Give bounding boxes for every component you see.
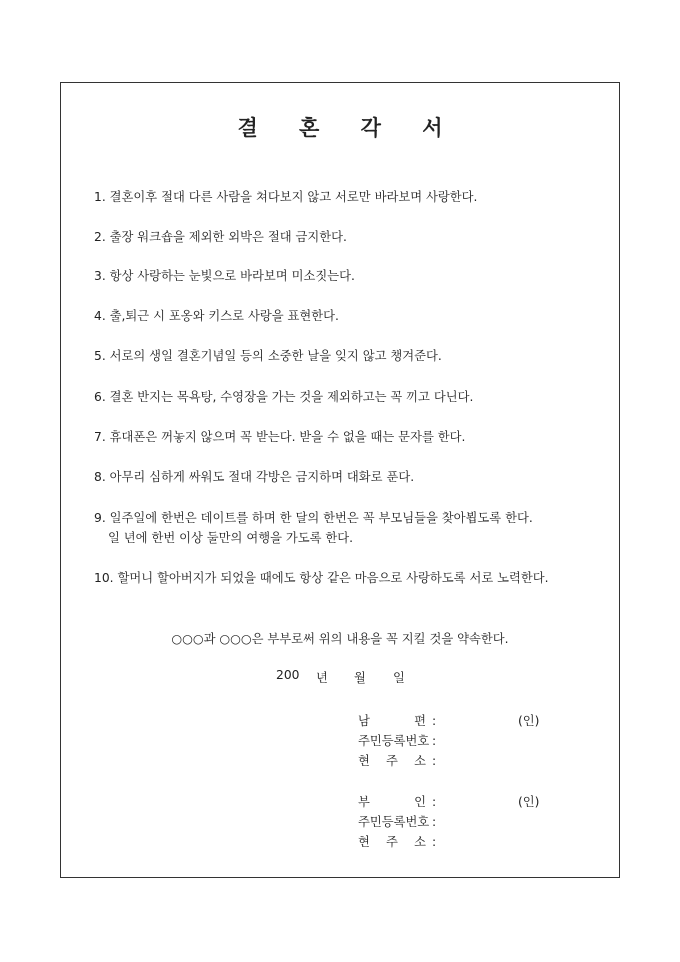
rule-4: 4. 출,퇴근 시 포옹와 키스로 사랑을 표현한다. <box>94 309 339 323</box>
groom-address-label: 현 주 소 <box>358 754 426 768</box>
groom-address-colon: : <box>432 754 437 768</box>
title-char: 결 <box>237 115 258 140</box>
rule-9: 9. 일주일에 한번은 데이트를 하며 한 달의 한번은 꼭 부모님들을 찾아뵙도록 한다. <box>94 511 533 525</box>
rule-6: 6. 결혼 반지는 목욕탕, 수영장을 가는 것을 제외하고는 꼭 끼고 다닌다. <box>94 390 474 404</box>
bride-title-colon: : <box>432 795 437 809</box>
groom-title-label: 남 편 <box>358 714 426 728</box>
document-title <box>0 112 680 142</box>
groom-id-row <box>358 731 436 749</box>
title-char: 서 <box>422 115 443 140</box>
bride-title-row <box>358 792 436 810</box>
title-char: 혼 <box>299 115 320 140</box>
rule-2: 2. 출장 워크숍을 제외한 외박은 절대 금지한다. <box>94 230 347 244</box>
bride-seal: (인) <box>518 795 540 809</box>
rule-9-continuation: 일 년에 한번 이상 둘만의 여행을 가도록 한다. <box>108 531 354 545</box>
groom-seal: (인) <box>518 714 540 728</box>
bride-title-label: 부 인 <box>358 795 426 809</box>
date-year: 200 <box>276 668 300 682</box>
date-day-unit: 일 <box>393 671 405 685</box>
groom-address-row <box>358 751 436 769</box>
pledge-statement: ○○○과 ○○○은 부부로써 위의 내용을 꼭 지킬 것을 약속한다. <box>171 632 509 646</box>
bride-address-label: 현 주 소 <box>358 835 426 849</box>
rule-1: 1. 결혼이후 절대 다른 사람을 쳐다보지 않고 서로만 바라보며 사랑한다. <box>94 190 478 204</box>
bride-address-row <box>358 832 436 850</box>
title-char: 각 <box>360 115 381 140</box>
rule-5: 5. 서로의 생일 결혼기념일 등의 소중한 날을 잊지 않고 챙겨준다. <box>94 349 442 363</box>
groom-title-colon: : <box>432 714 437 728</box>
date-month-unit: 월 <box>354 671 366 685</box>
bride-id-colon: : <box>432 815 437 829</box>
rule-8: 8. 아무리 심하게 싸워도 절대 각방은 금지하며 대화로 푼다. <box>94 470 415 484</box>
date-year-unit: 년 <box>316 671 328 685</box>
bride-address-colon: : <box>432 835 437 849</box>
groom-id-colon: : <box>432 734 437 748</box>
rule-3: 3. 항상 사랑하는 눈빛으로 바라보며 미소짓는다. <box>94 269 355 283</box>
groom-title-row <box>358 711 436 729</box>
bride-id-row <box>358 812 436 830</box>
rule-7: 7. 휴대폰은 꺼놓지 않으며 꼭 받는다. 받을 수 없을 때는 문자를 한다. <box>94 430 466 444</box>
groom-id-label: 주민등록번호 <box>358 734 430 748</box>
rule-10: 10. 할머니 할아버지가 되었을 때에도 항상 같은 마음으로 사랑하도록 서로 노력한다. <box>94 571 549 585</box>
bride-id-label: 주민등록번호 <box>358 815 430 829</box>
